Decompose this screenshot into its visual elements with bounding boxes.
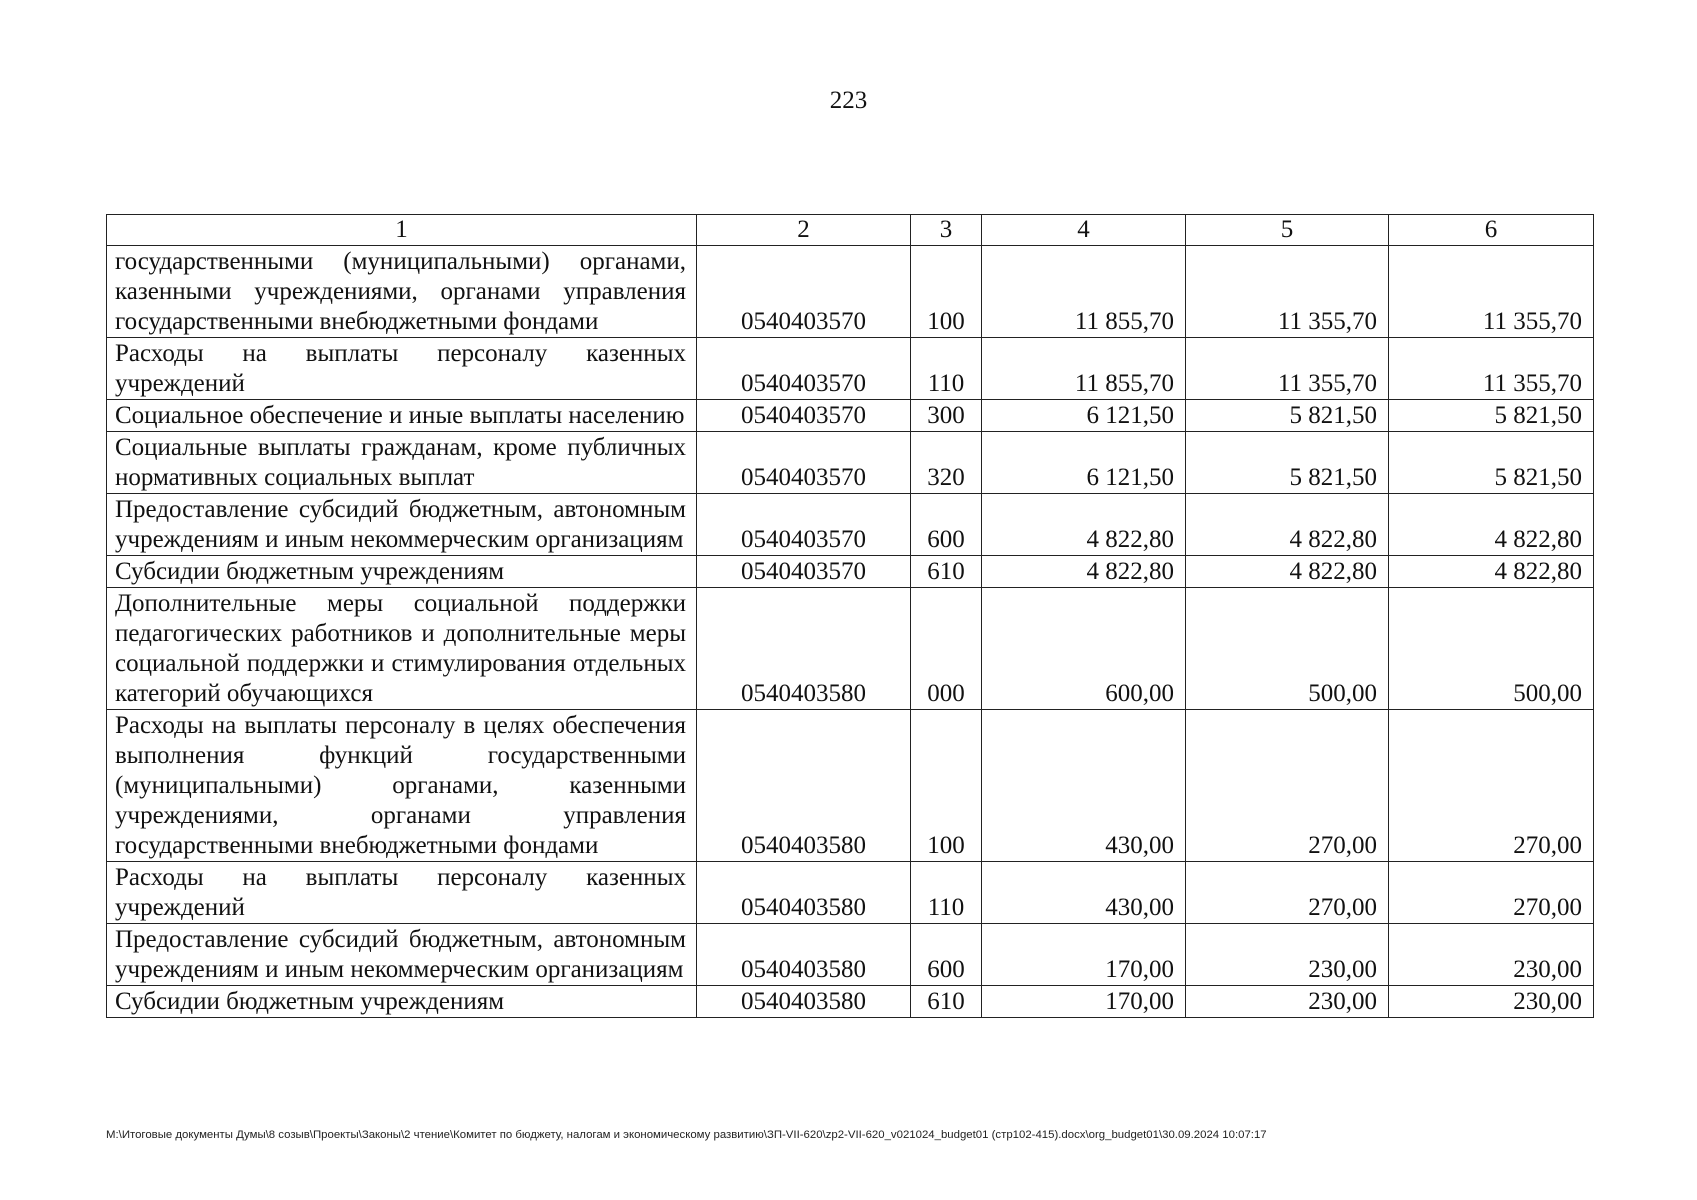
expense-type-code: 600 <box>911 494 982 556</box>
amount-column-4: 430,00 <box>982 710 1186 862</box>
expense-type-code: 320 <box>911 432 982 494</box>
table-row <box>107 924 1594 986</box>
expense-description: Дополнительные меры социальной поддержки педагогических работников и дополнительные меры социальной поддержки и стимулирования отдельных категорий обучающихся <box>107 588 697 710</box>
expense-description: Социальное обеспечение и иные выплаты населению <box>107 400 697 432</box>
amount-column-5: 11 355,70 <box>1186 338 1389 400</box>
target-article-code: 0540403580 <box>697 710 911 862</box>
amount-column-4: 4 822,80 <box>982 556 1186 588</box>
table-row <box>107 400 1594 432</box>
amount-column-5: 4 822,80 <box>1186 494 1389 556</box>
column-header-1: 1 <box>107 215 697 246</box>
amount-column-5: 5 821,50 <box>1186 432 1389 494</box>
amount-column-6: 5 821,50 <box>1389 400 1594 432</box>
target-article-code: 0540403580 <box>697 924 911 986</box>
amount-column-4: 4 822,80 <box>982 494 1186 556</box>
amount-column-6: 270,00 <box>1389 862 1594 924</box>
expense-description: Расходы на выплаты персоналу казенных учреждений <box>107 862 697 924</box>
expense-description: Расходы на выплаты персоналу в целях обеспечения выполнения функций государственными (муниципальными) органами, казенными учреждениями, органами управления государственными внебюджетными фондами <box>107 710 697 862</box>
table-row <box>107 494 1594 556</box>
amount-column-5: 11 355,70 <box>1186 246 1389 338</box>
amount-column-6: 230,00 <box>1389 986 1594 1018</box>
amount-column-5: 270,00 <box>1186 862 1389 924</box>
amount-column-6: 500,00 <box>1389 588 1594 710</box>
target-article-code: 0540403580 <box>697 862 911 924</box>
amount-column-6: 4 822,80 <box>1389 494 1594 556</box>
table-row <box>107 588 1594 710</box>
amount-column-5: 500,00 <box>1186 588 1389 710</box>
amount-column-4: 430,00 <box>982 862 1186 924</box>
expense-type-code: 110 <box>911 862 982 924</box>
amount-column-5: 4 822,80 <box>1186 556 1389 588</box>
table-row <box>107 862 1594 924</box>
amount-column-6: 4 822,80 <box>1389 556 1594 588</box>
amount-column-4: 170,00 <box>982 924 1186 986</box>
expense-type-code: 610 <box>911 556 982 588</box>
target-article-code: 0540403570 <box>697 246 911 338</box>
expense-description: Предоставление субсидий бюджетным, автономным учреждениям и иным некоммерческим организациям <box>107 924 697 986</box>
column-header-2: 2 <box>697 215 911 246</box>
amount-column-4: 170,00 <box>982 986 1186 1018</box>
expense-type-code: 600 <box>911 924 982 986</box>
column-header-3: 3 <box>911 215 982 246</box>
expense-description: Субсидии бюджетным учреждениям <box>107 556 697 588</box>
expense-description: Расходы на выплаты персоналу казенных учреждений <box>107 338 697 400</box>
target-article-code: 0540403570 <box>697 556 911 588</box>
column-header-6: 6 <box>1389 215 1594 246</box>
amount-column-5: 230,00 <box>1186 986 1389 1018</box>
column-header-4: 4 <box>982 215 1186 246</box>
target-article-code: 0540403570 <box>697 432 911 494</box>
target-article-code: 0540403580 <box>697 588 911 710</box>
table-body <box>107 246 1594 1018</box>
target-article-code: 0540403570 <box>697 494 911 556</box>
target-article-code: 0540403580 <box>697 986 911 1018</box>
amount-column-4: 11 855,70 <box>982 246 1186 338</box>
amount-column-5: 5 821,50 <box>1186 400 1389 432</box>
table-row <box>107 710 1594 862</box>
page-number: 223 <box>829 87 868 114</box>
column-header-5: 5 <box>1186 215 1389 246</box>
amount-column-5: 230,00 <box>1186 924 1389 986</box>
footer-file-path: M:\Итоговые документы Думы\8 созыв\Проекты\Законы\2 чтение\Комитет по бюджету, налогам и экономическому развитию\ЗП-VII-620\zp2-VII-620_v021024_budget01 (стр102-415).docx\org_budget01\30.09.2024 10:07:17 <box>106 1129 1267 1141</box>
expense-description: государственными (муниципальными) органами, казенными учреждениями, органами управления государственными внебюджетными фондами <box>107 246 697 338</box>
budget-table <box>106 214 1594 1018</box>
amount-column-6: 230,00 <box>1389 924 1594 986</box>
table-header-row <box>107 215 1594 246</box>
amount-column-6: 11 355,70 <box>1389 338 1594 400</box>
expense-type-code: 100 <box>911 710 982 862</box>
amount-column-4: 600,00 <box>982 588 1186 710</box>
table-row <box>107 556 1594 588</box>
table-row <box>107 986 1594 1018</box>
table-row <box>107 246 1594 338</box>
amount-column-5: 270,00 <box>1186 710 1389 862</box>
amount-column-6: 5 821,50 <box>1389 432 1594 494</box>
target-article-code: 0540403570 <box>697 338 911 400</box>
expense-type-code: 300 <box>911 400 982 432</box>
table-row <box>107 338 1594 400</box>
amount-column-4: 11 855,70 <box>982 338 1186 400</box>
amount-column-4: 6 121,50 <box>982 400 1186 432</box>
expense-description: Социальные выплаты гражданам, кроме публичных нормативных социальных выплат <box>107 432 697 494</box>
expense-description: Субсидии бюджетным учреждениям <box>107 986 697 1018</box>
expense-type-code: 610 <box>911 986 982 1018</box>
target-article-code: 0540403570 <box>697 400 911 432</box>
expense-type-code: 100 <box>911 246 982 338</box>
amount-column-6: 11 355,70 <box>1389 246 1594 338</box>
expense-description: Предоставление субсидий бюджетным, автономным учреждениям и иным некоммерческим организациям <box>107 494 697 556</box>
amount-column-6: 270,00 <box>1389 710 1594 862</box>
expense-type-code: 000 <box>911 588 982 710</box>
expense-type-code: 110 <box>911 338 982 400</box>
table-row <box>107 432 1594 494</box>
amount-column-4: 6 121,50 <box>982 432 1186 494</box>
